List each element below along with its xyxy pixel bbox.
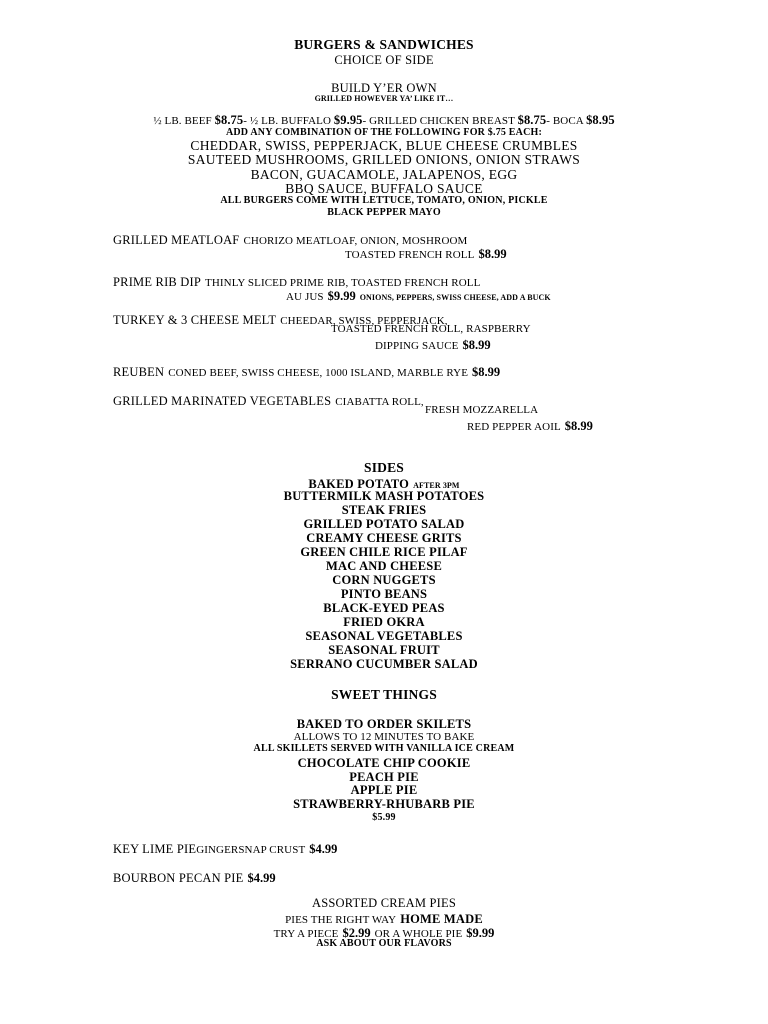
skillet-item: APPLE PIE [350, 783, 418, 797]
item-name: GRILLED MEATLOAF [113, 233, 240, 247]
skillet-item: STRAWBERRY-RHUBARB PIE [293, 797, 475, 811]
side-item: BUTTERMILK MASH POTATOES [283, 489, 485, 503]
item-name: GRILLED MARINATED VEGETABLES [113, 394, 332, 408]
patty-options [0, 114, 768, 127]
side-item: GRILLED POTATO SALAD [303, 517, 465, 531]
try-piece-label: TRY A PIECE [273, 928, 339, 940]
item-price: $9.99 [327, 289, 356, 303]
side-item: STEAK FRIES [341, 503, 427, 517]
addons-title: ADD ANY COMBINATION OF THE FOLLOWING FOR $.75 EACH: [225, 127, 543, 138]
item-price: $8.99 [472, 365, 501, 379]
item-name: PRIME RIB DIP [113, 275, 202, 289]
skillets-note: ALLOWS TO 12 MINUTES TO BAKE [293, 731, 475, 743]
sides-title: SIDES [363, 460, 405, 475]
boca-price: $8.95 [586, 113, 615, 127]
item-description: DIPPING SAUCE [375, 340, 459, 352]
item-price: $4.99 [309, 842, 338, 856]
skillet-item: PEACH PIE [349, 770, 419, 784]
item-price: $8.99 [478, 247, 507, 261]
menu-item-turkey-melt-line3 [375, 337, 491, 353]
cream-pies-home-made: HOME MADE [400, 912, 483, 926]
side-item: SERRANO CUCUMBER SALAD [290, 657, 478, 671]
burgers-subtitle: CHOICE OF SIDE [334, 53, 434, 67]
item-name: BOURBON PECAN PIE [113, 871, 244, 885]
side-item: BLACK-EYED PEAS [323, 601, 445, 615]
buffalo-price: $9.95 [333, 113, 363, 127]
item-price: $8.99 [462, 338, 491, 352]
side-item: CORN NUGGETS [332, 573, 436, 587]
menu-item-grilled-vegetables-line3 [467, 418, 593, 434]
cream-pies-title: ASSORTED CREAM PIES [311, 896, 457, 910]
menu-item-grilled-vegetables [113, 393, 424, 409]
addon-line: BBQ SAUCE, BUFFALO SAUCE [285, 181, 483, 196]
side-item: BAKED POTATO [308, 477, 410, 491]
menu-item-key-lime-pie [113, 841, 337, 857]
item-description: FRESH MOZZARELLA [425, 404, 539, 416]
item-price: $8.99 [564, 419, 593, 433]
buffalo-label: - ½ LB. BUFFALO [243, 115, 332, 127]
ask-about-flavors: ASK ABOUT OUR FLAVORS [316, 938, 452, 949]
item-name: KEY LIME PIE [113, 842, 197, 856]
menu-item-meatloaf-line2 [345, 246, 507, 262]
beef-price: $8.75 [214, 113, 244, 127]
menu-item-bourbon-pecan-pie [113, 870, 276, 886]
item-addon-note: ONIONS, PEPPERS, SWISS CHEESE, ADD A BUCK [359, 293, 551, 302]
burgers-mayo: BLACK PEPPER MAYO [327, 207, 441, 218]
item-description: CIABATTA ROLL, [335, 396, 424, 408]
item-description: GINGERSNAP CRUST [196, 844, 306, 856]
addon-line: SAUTEED MUSHROOMS, GRILLED ONIONS, ONION STRAWS [187, 152, 581, 167]
item-description: CHEEDAR, SWISS, PEPPERJACK, [280, 315, 448, 327]
item-description: THINLY SLICED PRIME RIB, TOASTED FRENCH ROLL [205, 277, 481, 289]
boca-label: - BOCA [546, 115, 584, 127]
build-own-title: BUILD Y’ER OWN [331, 81, 437, 95]
whole-pie-price: $9.99 [466, 926, 495, 940]
burgers-come-with: ALL BURGERS COME WITH LETTUCE, TOMATO, ONION, PICKLE [220, 195, 548, 206]
skillets-served: ALL SKILLETS SERVED WITH VANILLA ICE CREAM [253, 743, 515, 754]
chicken-price: $8.75 [517, 113, 547, 127]
whole-pie-label: OR A WHOLE PIE [374, 928, 463, 940]
burgers-title: BURGERS & SANDWICHES [294, 37, 474, 52]
item-name: TURKEY & 3 CHEESE MELT [113, 313, 277, 327]
build-own-note: GRILLED HOWEVER YA’ LIKE IT… [314, 94, 454, 103]
item-name: REUBEN [113, 365, 165, 379]
item-description: TOASTED FRENCH ROLL [345, 249, 475, 261]
addon-line: CHEDDAR, SWISS, PEPPERJACK, BLUE CHEESE CRUMBLES [190, 138, 578, 153]
cream-pies-text: PIES THE RIGHT WAY [285, 914, 397, 926]
item-price: $4.99 [247, 871, 276, 885]
item-description: TOASTED FRENCH ROLL, RASPBERRY [331, 323, 531, 335]
piece-price: $2.99 [342, 926, 371, 940]
side-item-note: AFTER 3PM [413, 481, 460, 490]
side-item: SEASONAL VEGETABLES [305, 629, 463, 643]
menu-item-prime-rib-dip-line2 [286, 288, 551, 304]
side-item: GREEN CHILE RICE PILAF [300, 545, 468, 559]
sweet-things-title: SWEET THINGS [331, 687, 437, 702]
skillets-title: BAKED TO ORDER SKILETS [296, 717, 472, 731]
side-item: CREAMY CHEESE GRITS [306, 531, 462, 545]
beef-label: ½ LB. BEEF [153, 115, 212, 127]
side-item: MAC AND CHEESE [325, 559, 442, 573]
item-description: CONED BEEF, SWISS CHEESE, 1000 ISLAND, MARBLE RYE [168, 367, 469, 379]
skillets-price: $5.99 [372, 812, 396, 823]
side-item: SEASONAL FRUIT [328, 643, 440, 657]
item-description: AU JUS [286, 291, 324, 303]
menu-item-reuben [113, 364, 500, 380]
side-item: PINTO BEANS [340, 587, 428, 601]
addon-line: BACON, GUACAMOLE, JALAPENOS, EGG [250, 167, 518, 182]
item-description: RED PEPPER AOIL [467, 421, 561, 433]
skillet-item: CHOCOLATE CHIP COOKIE [297, 756, 471, 770]
chicken-label: - GRILLED CHICKEN BREAST [362, 115, 515, 127]
side-item: FRIED OKRA [343, 615, 425, 629]
item-description: CHORIZO MEATLOAF, ONION, MOSHROOM [243, 235, 468, 247]
